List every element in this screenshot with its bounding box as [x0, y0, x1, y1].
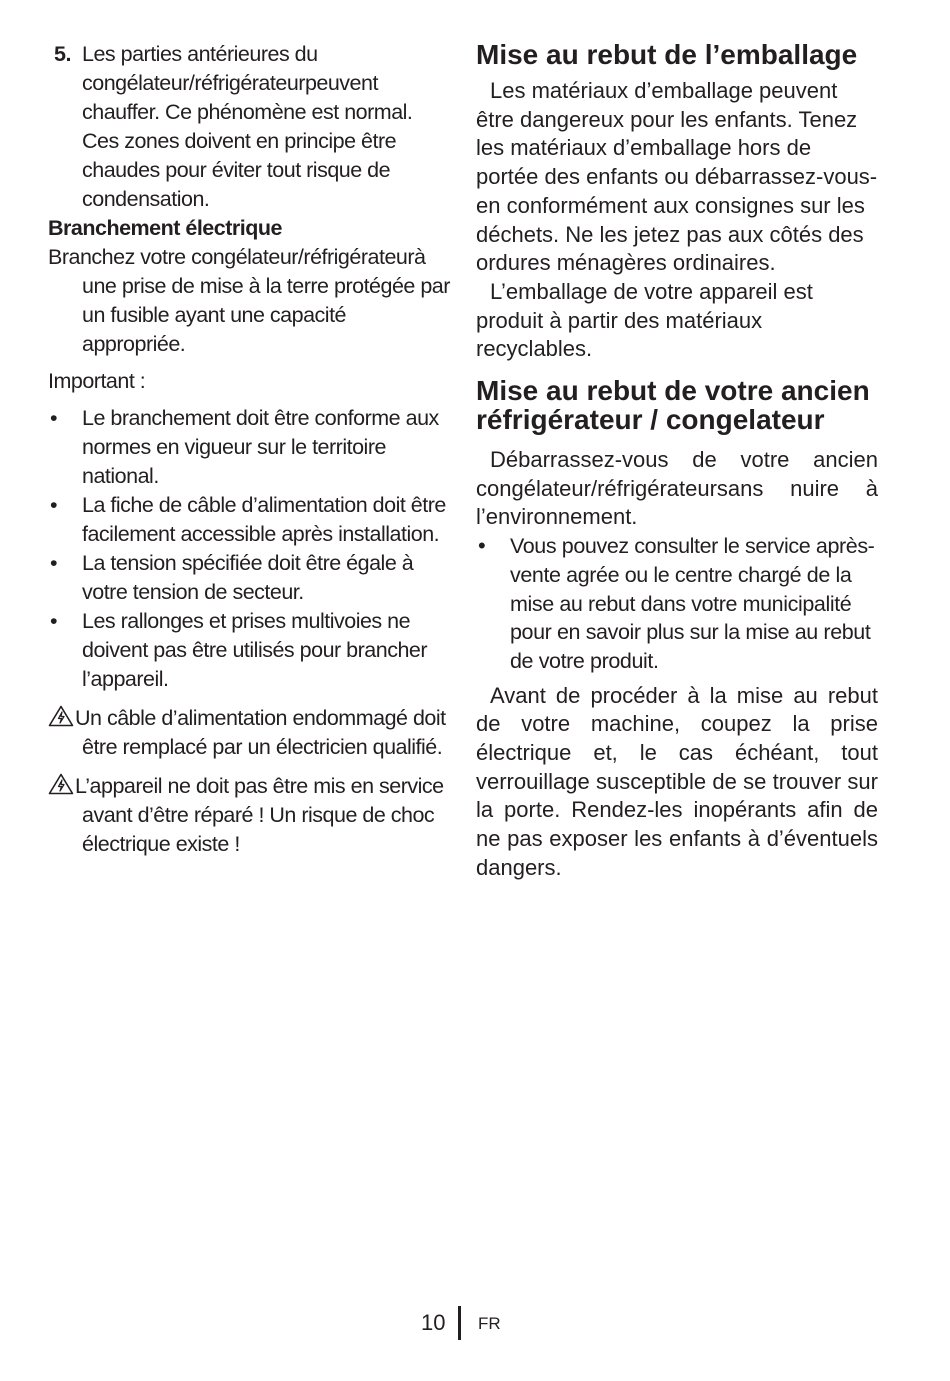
list-item [48, 607, 450, 694]
warning-text: L’appareil ne doit pas être mis en service avant d’être réparé ! Un risque de choc électrique existe ! [75, 774, 444, 856]
disposal-paragraph: Débarrassez-vous de votre ancien congélateur/réfrigérateursans nuire à l’environnement. [476, 447, 878, 530]
bullet-dot: • [478, 533, 486, 559]
bullet-text: Le branchement doit être conforme aux normes en vigueur sur le territoire national. [82, 406, 439, 488]
language-code: FR [478, 1314, 501, 1333]
bullet-text: Vous pouvez consulter le service après-vente agrée ou le centre chargé de la mise au rebut dans votre municipalité pour en savoir plus sur la mise au rebut de votre produit. [510, 534, 875, 673]
page-number: 10 [421, 1310, 446, 1335]
item-text: Les parties antérieures du congélateur/réfrigérateurpeuvent chauffer. Ce phénomène est normal. Ces zones doivent en principe être chaudes pour éviter tout risque de condensation. [82, 42, 413, 211]
packaging-recyclable-paragraph: L’emballage de votre appareil est produit à partir des matériaux recyclables. [476, 278, 813, 362]
bullet-text: La tension spécifiée doit être égale à votre tension de secteur. [82, 551, 414, 604]
disposal-heading: Mise au rebut de votre ancien réfrigérateur / congelateur [476, 375, 870, 436]
packaging-paragraph: Les matériaux d’emballage peuvent être dangereux pour les enfants. Tenez les matériaux d’emballage hors de portée des enfants ou débarrassez-vous-en conformément aux consignes sur les déchets. Ne les jetez pas aux côtés des ordures ménagères ordinaires. [476, 78, 878, 276]
important-label: Important : [48, 369, 146, 393]
left-column [48, 40, 450, 869]
list-item [48, 549, 450, 607]
list-item [48, 491, 450, 549]
bullet-dot: • [50, 406, 58, 430]
right-column [476, 40, 878, 883]
warning-damaged-cable [48, 704, 450, 762]
packaging-heading: Mise au rebut de l’emballage [476, 39, 858, 70]
bullet-dot: • [50, 551, 58, 575]
bullet-dot: • [50, 493, 58, 517]
page-footer [0, 1306, 950, 1342]
bullet-dot: • [50, 609, 58, 633]
requirements-list [48, 404, 450, 694]
warning-electric-icon [48, 773, 74, 795]
footer-divider [458, 1306, 461, 1340]
item-number: 5. [54, 42, 71, 66]
warning-electric-icon [48, 705, 74, 727]
warning-repair [48, 772, 450, 859]
list-item [476, 532, 878, 676]
warning-text: Un câble d’alimentation endommagé doit être remplacé par un électricien qualifié. [75, 706, 446, 759]
disposal-safety-paragraph: Avant de procéder à la mise au rebut de votre machine, coupez la prise électrique et, le cas échéant, tout verrouillage susceptible de se trouver sur la porte. Rendez-les inopérants afin de ne pas exposer les enfants à d’éventuels dangers. [476, 682, 878, 880]
electrical-heading: Branchement électrique [48, 216, 282, 240]
electrical-text: Branchez votre congélateur/réfrigérateurà une prise de mise à la terre protégée par un fusible ayant une capacité appropriée. [48, 245, 450, 356]
bullet-text: La fiche de câble d’alimentation doit être facilement accessible après installation. [82, 493, 446, 546]
bullet-text: Les rallonges et prises multivoies ne doivent pas être utilisés pour brancher l’appareil. [82, 609, 428, 691]
list-item [48, 404, 450, 491]
numbered-item-5 [48, 40, 450, 214]
